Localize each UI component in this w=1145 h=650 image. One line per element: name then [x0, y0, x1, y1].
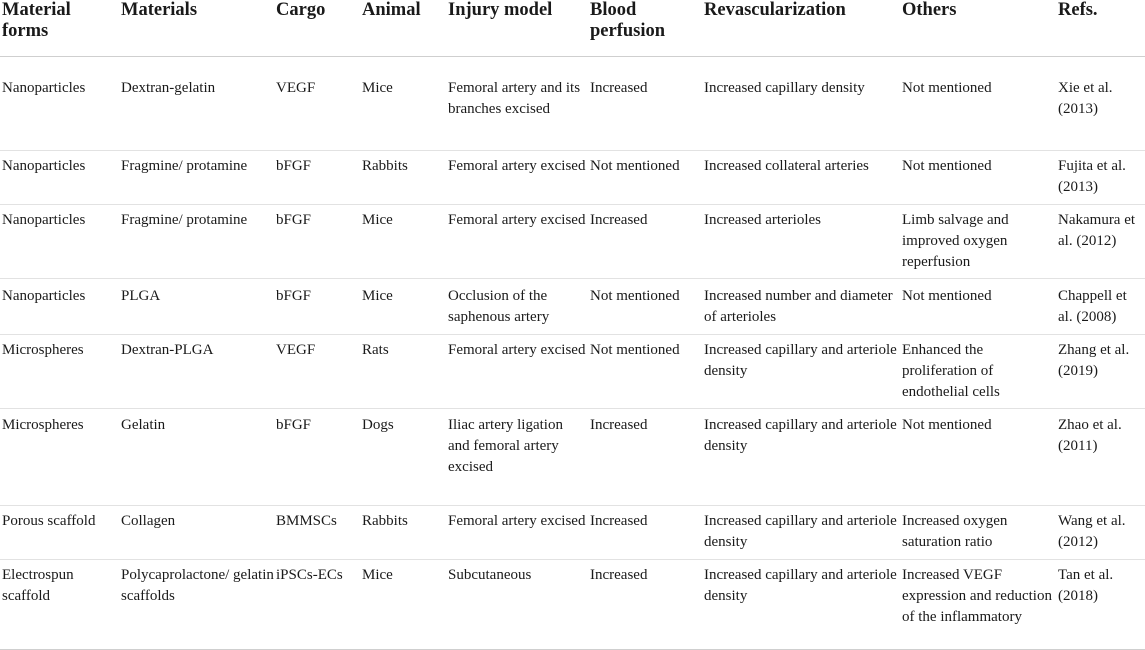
cell-revascularization: Increased collateral arteries: [702, 150, 900, 204]
cell-material-form: Porous scaffold: [0, 505, 119, 559]
cell-cargo: bFGF: [274, 150, 360, 204]
table-row: [0, 150, 1145, 204]
cell-cargo: BMMSCs: [274, 505, 360, 559]
cell-injury-model: Occlusion of the saphenous artery: [446, 278, 588, 334]
cell-others: Increased oxygen saturation ratio: [900, 505, 1056, 559]
table-row: [0, 334, 1145, 408]
cell-material-form: Nanoparticles: [0, 150, 119, 204]
cell-blood-perfusion: Increased: [588, 204, 702, 278]
table-row: [0, 505, 1145, 559]
cell-injury-model: Femoral artery excised: [446, 204, 588, 278]
cell-injury-model: Femoral artery excised: [446, 150, 588, 204]
cell-animal: Dogs: [360, 408, 446, 505]
cell-refs: Tan et al. (2018): [1056, 559, 1145, 649]
cell-animal: Rabbits: [360, 505, 446, 559]
header-blood-perfusion: Blood perfusion: [588, 0, 702, 56]
cell-injury-model: Femoral artery and its branches excised: [446, 56, 588, 150]
cell-blood-perfusion: Increased: [588, 56, 702, 150]
cell-animal: Mice: [360, 204, 446, 278]
cell-others: Not mentioned: [900, 408, 1056, 505]
cell-material-form: Nanoparticles: [0, 204, 119, 278]
cell-animal: Rats: [360, 334, 446, 408]
cell-revascularization: Increased number and diameter of arterioles: [702, 278, 900, 334]
table-row: [0, 204, 1145, 278]
cell-refs: Xie et al. (2013): [1056, 56, 1145, 150]
cell-animal: Mice: [360, 56, 446, 150]
cell-refs: Chappell et al. (2008): [1056, 278, 1145, 334]
header-animal: Animal: [360, 0, 446, 56]
cell-revascularization: Increased arterioles: [702, 204, 900, 278]
cell-animal: Rabbits: [360, 150, 446, 204]
cell-material-form: Microspheres: [0, 408, 119, 505]
cell-refs: Zhang et al. (2019): [1056, 334, 1145, 408]
cell-injury-model: Subcutaneous: [446, 559, 588, 649]
cell-refs: Nakamura et al. (2012): [1056, 204, 1145, 278]
cell-injury-model: Iliac artery ligation and femoral artery excised: [446, 408, 588, 505]
cell-refs: Fujita et al. (2013): [1056, 150, 1145, 204]
cell-materials: PLGA: [119, 278, 274, 334]
cell-blood-perfusion: Increased: [588, 408, 702, 505]
cell-animal: Mice: [360, 559, 446, 649]
cell-materials: Collagen: [119, 505, 274, 559]
cell-cargo: bFGF: [274, 204, 360, 278]
cell-revascularization: Increased capillary and arteriole density: [702, 559, 900, 649]
cell-blood-perfusion: Increased: [588, 559, 702, 649]
table-row: [0, 278, 1145, 334]
cell-blood-perfusion: Increased: [588, 505, 702, 559]
header-revascularization: Revascularization: [702, 0, 900, 56]
header-others: Others: [900, 0, 1056, 56]
cell-injury-model: Femoral artery excised: [446, 334, 588, 408]
cell-revascularization: Increased capillary and arteriole density: [702, 408, 900, 505]
header-materials: Materials: [119, 0, 274, 56]
cell-refs: Wang et al. (2012): [1056, 505, 1145, 559]
cell-material-form: Nanoparticles: [0, 278, 119, 334]
cell-cargo: VEGF: [274, 56, 360, 150]
cell-others: Not mentioned: [900, 278, 1056, 334]
cell-blood-perfusion: Not mentioned: [588, 150, 702, 204]
cell-materials: Fragmine/ protamine: [119, 150, 274, 204]
cell-blood-perfusion: Not mentioned: [588, 278, 702, 334]
cell-animal: Mice: [360, 278, 446, 334]
cell-materials: Polycaprolactone/ gelatin scaffolds: [119, 559, 274, 649]
cell-others: Not mentioned: [900, 56, 1056, 150]
cell-others: Enhanced the proliferation of endothelial cells: [900, 334, 1056, 408]
cell-injury-model: Femoral artery excised: [446, 505, 588, 559]
table-header-row: [0, 0, 1145, 56]
cell-material-form: Microspheres: [0, 334, 119, 408]
cell-revascularization: Increased capillary and arteriole density: [702, 334, 900, 408]
cell-others: Limb salvage and improved oxygen reperfusion: [900, 204, 1056, 278]
header-refs: Refs.: [1056, 0, 1145, 56]
header-cargo: Cargo: [274, 0, 360, 56]
header-material-forms: Material forms: [0, 0, 119, 56]
cell-revascularization: Increased capillary and arteriole density: [702, 505, 900, 559]
cell-materials: Dextran-gelatin: [119, 56, 274, 150]
cell-materials: Dextran-PLGA: [119, 334, 274, 408]
header-injury-model: Injury model: [446, 0, 588, 56]
table-row: [0, 559, 1145, 649]
cell-blood-perfusion: Not mentioned: [588, 334, 702, 408]
cell-cargo: bFGF: [274, 408, 360, 505]
cell-material-form: Electrospun scaffold: [0, 559, 119, 649]
cell-refs: Zhao et al. (2011): [1056, 408, 1145, 505]
cell-revascularization: Increased capillary density: [702, 56, 900, 150]
cell-materials: Fragmine/ protamine: [119, 204, 274, 278]
cell-material-form: Nanoparticles: [0, 56, 119, 150]
cell-cargo: bFGF: [274, 278, 360, 334]
table-row: [0, 56, 1145, 150]
cell-others: Not mentioned: [900, 150, 1056, 204]
cell-others: Increased VEGF expression and reduction of the inflammatory: [900, 559, 1056, 649]
cell-cargo: VEGF: [274, 334, 360, 408]
table-row: [0, 408, 1145, 505]
cell-cargo: iPSCs-ECs: [274, 559, 360, 649]
cell-materials: Gelatin: [119, 408, 274, 505]
